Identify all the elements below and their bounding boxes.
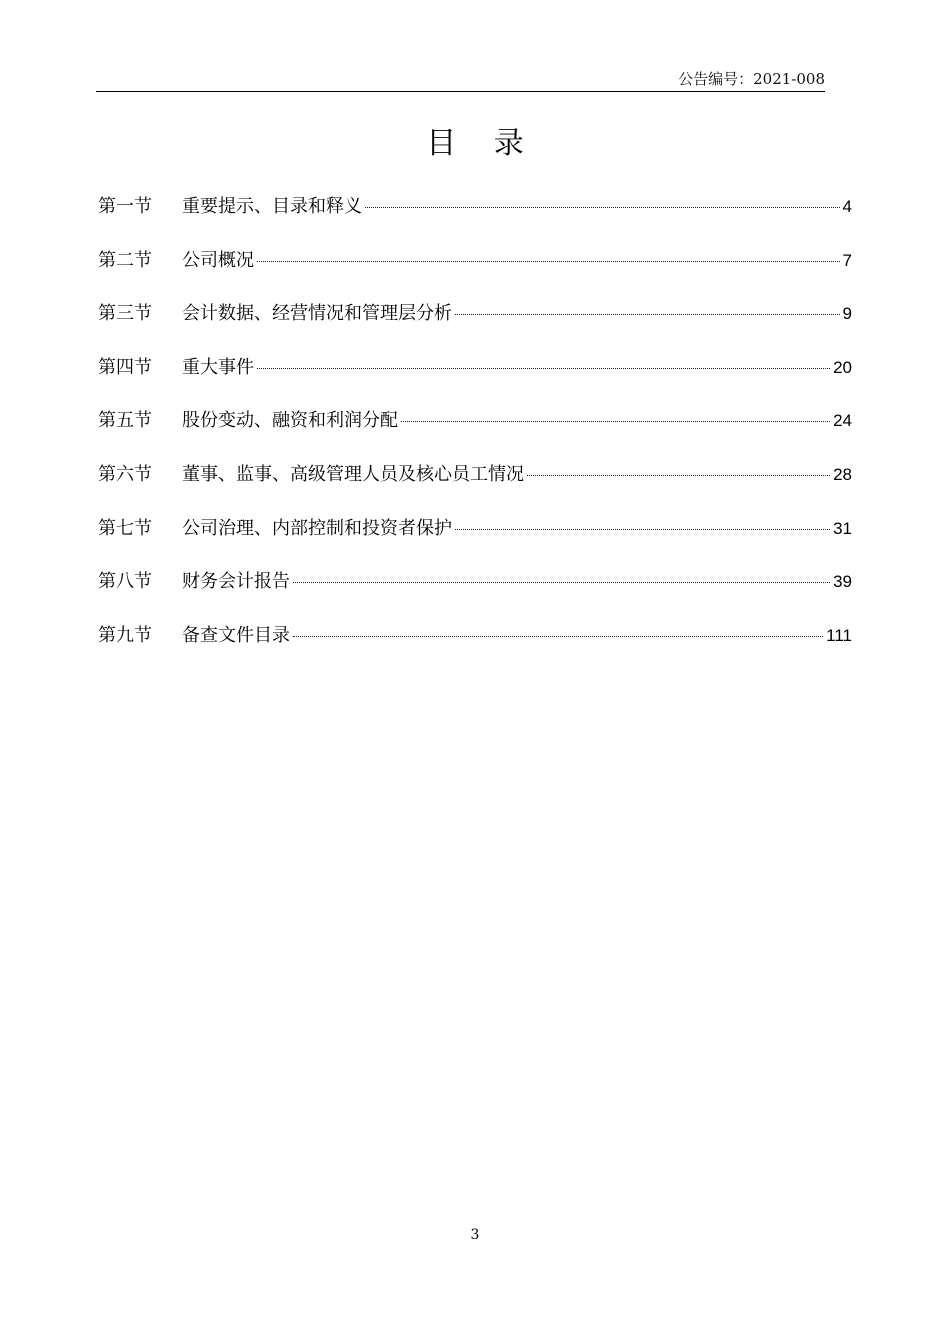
toc-page-number: 28 xyxy=(833,464,852,484)
toc-page-number: 39 xyxy=(833,572,852,592)
toc-section-number: 第三节 xyxy=(98,303,152,325)
toc-section-number: 第七节 xyxy=(98,517,152,539)
header-divider xyxy=(96,91,825,92)
toc-page-number: 31 xyxy=(833,518,852,538)
toc-section-title: 重大事件 xyxy=(182,356,254,378)
toc-section-number: 第九节 xyxy=(98,624,152,646)
dot-leader xyxy=(293,636,823,637)
page-number: 3 xyxy=(470,1227,480,1243)
page-title: 目 录 xyxy=(426,126,538,161)
toc-entry-5 xyxy=(98,406,852,460)
toc-section-title: 董事、监事、高级管理人员及核心员工情况 xyxy=(182,463,524,485)
toc-section-number: 第二节 xyxy=(98,249,152,271)
dot-leader xyxy=(257,368,830,369)
toc-section-title: 重要提示、目录和释义 xyxy=(182,196,362,217)
toc-entry-8 xyxy=(98,567,852,621)
toc-entry-9 xyxy=(98,621,852,675)
toc-page-number: 9 xyxy=(842,304,852,324)
toc-section-number: 第四节 xyxy=(98,356,152,378)
announcement-number: 公告编号：2021-008 xyxy=(678,70,825,88)
toc-section-title: 公司治理、内部控制和投资者保护 xyxy=(182,517,452,539)
toc-page-number: 20 xyxy=(833,357,852,377)
toc-entry-7 xyxy=(98,514,852,568)
toc-section-number: 第八节 xyxy=(98,571,152,593)
dot-leader xyxy=(455,314,840,315)
table-of-contents xyxy=(98,192,852,674)
toc-section-title: 公司概况 xyxy=(182,249,254,271)
toc-page-number: 7 xyxy=(842,250,852,270)
dot-leader xyxy=(293,582,830,583)
toc-section-title: 会计数据、经营情况和管理层分析 xyxy=(182,303,452,325)
toc-page-number: 4 xyxy=(842,197,852,216)
dot-leader xyxy=(401,421,830,422)
toc-section-title: 备查文件目录 xyxy=(182,624,290,646)
dot-leader xyxy=(365,207,840,208)
toc-entry-4 xyxy=(98,353,852,407)
toc-page-number: 24 xyxy=(833,411,852,431)
toc-entry-2 xyxy=(98,246,852,300)
toc-entry-3 xyxy=(98,299,852,353)
toc-section-title: 财务会计报告 xyxy=(182,571,290,593)
toc-section-number: 第六节 xyxy=(98,463,152,485)
dot-leader xyxy=(257,261,840,262)
toc-section-number: 第五节 xyxy=(98,410,152,432)
toc-section-number: 第一节 xyxy=(98,196,152,217)
dot-leader xyxy=(455,529,830,530)
dot-leader xyxy=(527,475,830,476)
toc-page-number: 111 xyxy=(826,625,852,645)
toc-entry-1 xyxy=(98,192,852,246)
toc-section-title: 股份变动、融资和利润分配 xyxy=(182,410,398,432)
toc-entry-6 xyxy=(98,460,852,514)
